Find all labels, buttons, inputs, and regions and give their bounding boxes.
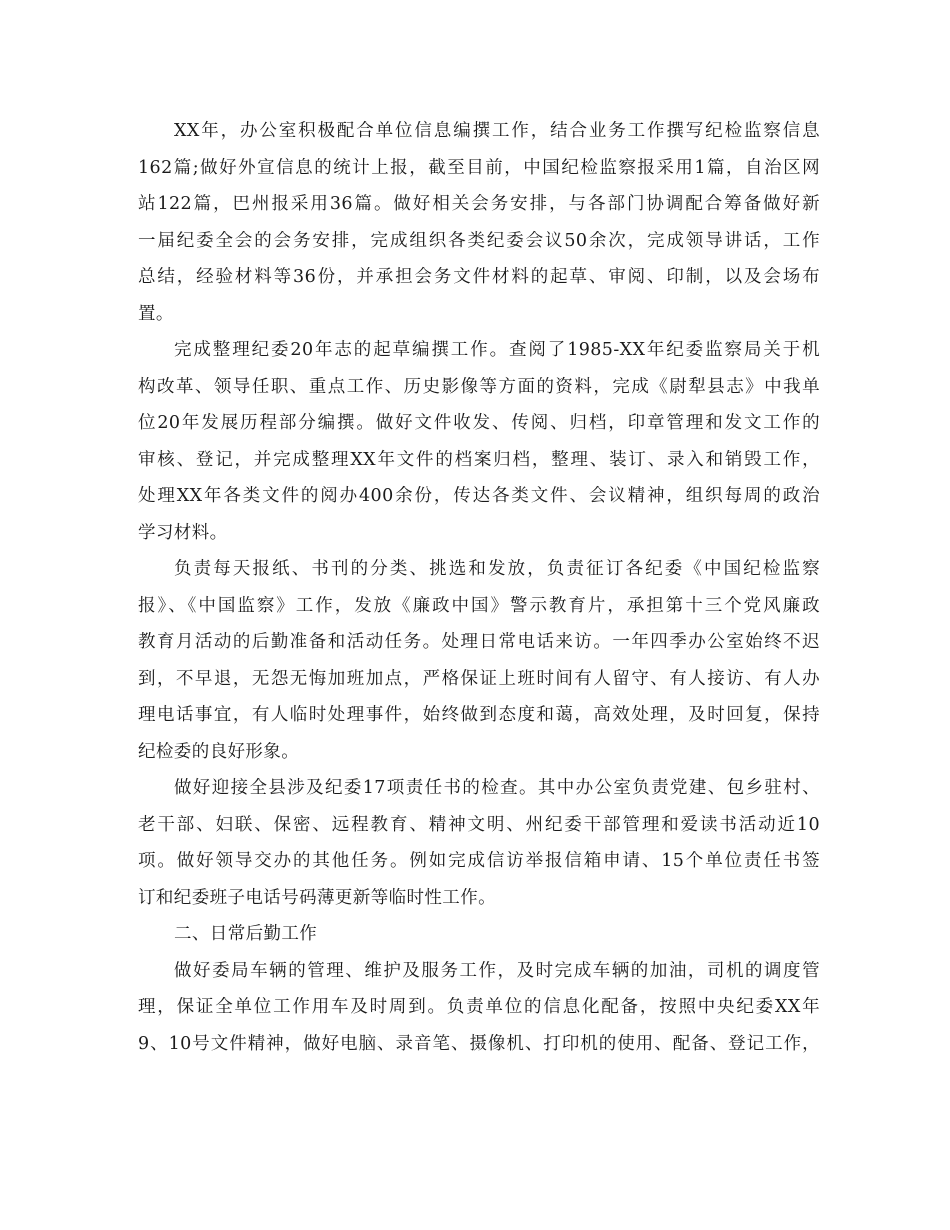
text-line: 报》、《中国监察》工作，发放《廉政中国》警示教育片，承担第十三个党风廉政 <box>138 595 820 616</box>
text-line: 教育月活动的后勤准备和活动任务。处理日常电话来访。一年四季办公室始终不迟 <box>138 632 820 652</box>
text-line: 项。做好领导交办的其他任务。例如完成信访举报信箱申请、15个单位责任书签 <box>138 851 820 871</box>
text-line: 总结，经验材料等36份，并承担会务文件材料的起草、审阅、印制，以及会场布 <box>138 267 820 287</box>
text-line: 老干部、妇联、保密、远程教育、精神文明、州纪委干部管理和爱读书活动近10 <box>138 814 820 835</box>
paragraph <box>138 953 820 1063</box>
paragraph <box>138 916 820 953</box>
text-line: 处理XX年各类文件的阅办400余份，传达各类文件、会议精神，组织每周的政治 <box>138 486 820 506</box>
text-line: 学习材料。 <box>138 522 228 543</box>
text-line: 订和纪委班子电话号码薄更新等临时性工作。 <box>138 887 496 908</box>
text-line: 构改革、领导任职、重点工作、历史影像等方面的资料，完成《尉犁县志》中我单 <box>138 376 820 397</box>
text-line: 位20年发展历程部分编撰。做好文件收发、传阅、归档，印章管理和发文工作的 <box>138 413 820 433</box>
text-line: 理电话事宜，有人临时处理事件，始终做到态度和蔼，高效处理，及时回复，保持 <box>138 705 820 725</box>
text-line: XX年，办公室积极配合单位信息编撰工作，结合业务工作撰写纪检监察信息 <box>174 121 820 141</box>
paragraph <box>138 770 820 916</box>
text-line: 置。 <box>138 303 174 324</box>
document-body <box>138 113 820 1062</box>
paragraph <box>138 332 820 551</box>
paragraph <box>138 113 820 332</box>
text-line: 纪检委的良好形象。 <box>138 741 300 762</box>
text-line: 站122篇，巴州报采用36篇。做好相关会务安排，与各部门协调配合筹备做好新 <box>138 194 820 214</box>
paragraph <box>138 551 820 770</box>
text-line: 审核、登记，并完成整理XX年文件的档案归档，整理、装订、录入和销毁工作， <box>138 449 820 470</box>
text-line: 一届纪委全会的会务安排，完成组织各类纪委会议50余次，完成领导讲话，工作 <box>138 230 820 251</box>
text-line: 负责每天报纸、书刊的分类、挑选和发放，负责征订各纪委《中国纪检监察 <box>174 559 820 579</box>
text-line: 做好迎接全县涉及纪委17项责任书的检查。其中办公室负责党建、包乡驻村、 <box>174 778 820 798</box>
text-line: 到，不早退，无怨无悔加班加点，严格保证上班时间有人留守、有人接访、有人办 <box>138 668 820 689</box>
text-line: 162篇;做好外宣信息的统计上报，截至目前，中国纪检监察报采用1篇，自治区网 <box>138 157 820 178</box>
text-line: 9、10号文件精神，做好电脑、录音笔、摄像机、打印机的使用、配备、登记工作， <box>138 1033 820 1054</box>
text-line: 理，保证全单位工作用车及时周到。负责单位的信息化配备，按照中央纪委XX年 <box>138 997 820 1017</box>
text-line: 二、日常后勤工作 <box>174 924 318 944</box>
text-line: 做好委局车辆的管理、维护及服务工作，及时完成车辆的加油，司机的调度管 <box>174 960 820 981</box>
text-line: 完成整理纪委20年志的起草编撰工作。查阅了1985-XX年纪委监察局关于机 <box>174 340 820 360</box>
